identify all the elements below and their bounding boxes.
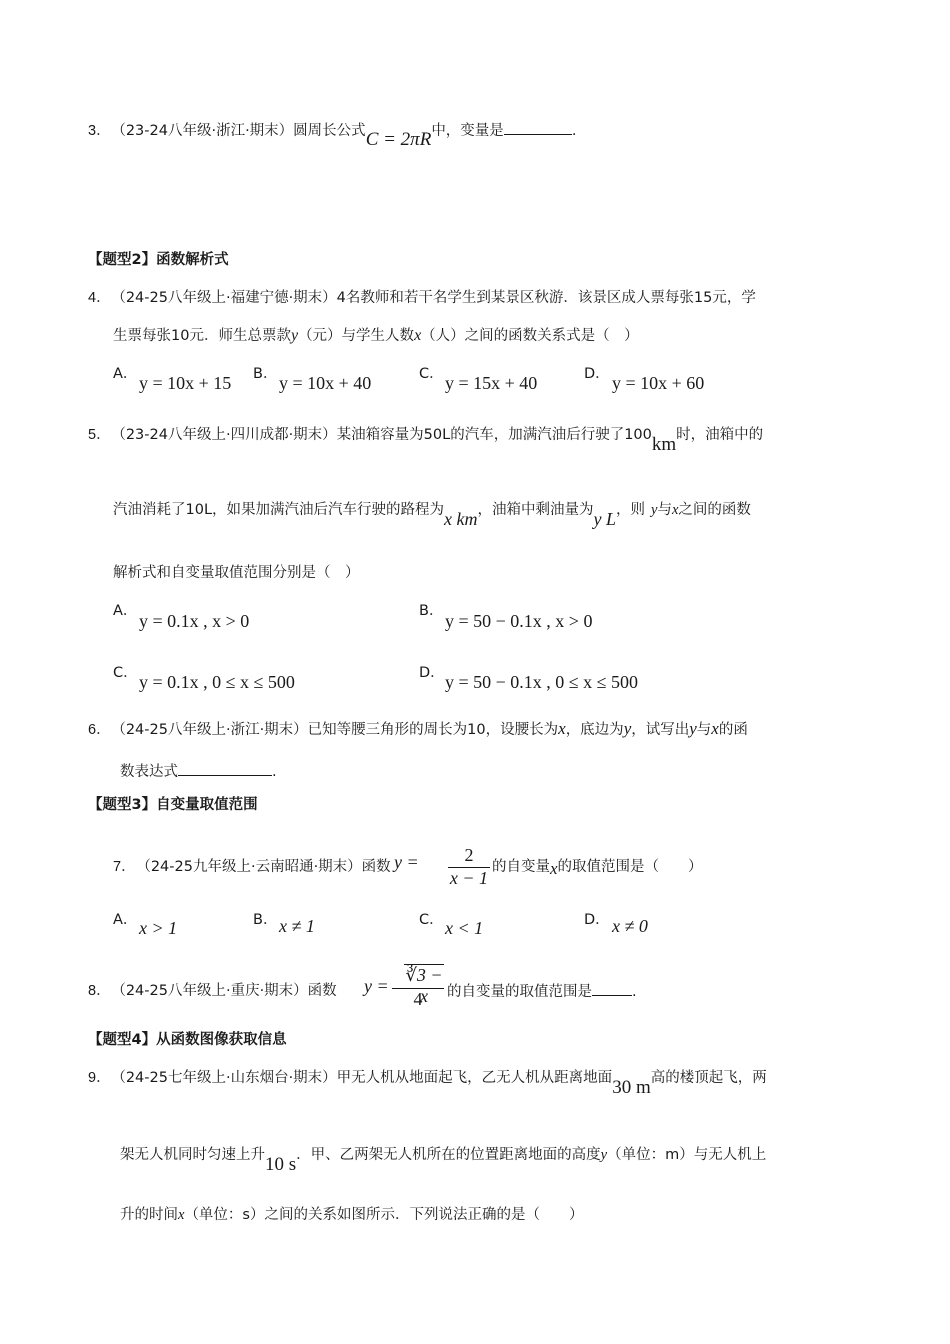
- option-label: B．: [419, 603, 444, 619]
- expression: x km: [444, 509, 478, 529]
- question-6-line-1: [88, 718, 748, 739]
- variable: y: [600, 1147, 608, 1163]
- question-5-line-3: 解析式和自变量取值范围分别是（ ）: [113, 565, 360, 581]
- option-d-expr: y = 10x + 60: [612, 373, 705, 393]
- option-c[interactable]: [113, 661, 138, 682]
- option-label: C．: [419, 912, 444, 928]
- question-number: 4．: [88, 290, 111, 306]
- option-c-expr: y = 15x + 40: [445, 373, 538, 393]
- question-text: 架无人机同时匀速上升: [120, 1147, 265, 1163]
- formula: C = 2πR: [365, 129, 432, 150]
- variable: x: [178, 1207, 185, 1223]
- y-equals: y =: [364, 976, 389, 996]
- option-d[interactable]: [584, 908, 610, 929]
- variable: x: [550, 859, 558, 878]
- variable: x: [414, 327, 422, 344]
- question-number: 6．: [88, 722, 111, 738]
- option-label: A．: [113, 366, 138, 382]
- numerator: ∛3 − x: [405, 965, 443, 1006]
- question-text: （单位：m）与无人机上: [607, 1147, 767, 1163]
- question-text: （24-25七年级上·山东烟台·期末）甲无人机从地面起飞，乙无人机从距离地面: [118, 1070, 613, 1086]
- question-text: 生票每张10元．师生总票款: [113, 328, 291, 344]
- option-label: B．: [253, 912, 278, 928]
- question-3: [88, 118, 577, 150]
- answer-blank: [504, 118, 572, 135]
- option-c-expr: y = 0.1x , 0 ≤ x ≤ 500: [139, 672, 295, 692]
- question-text: （单位：s）之间的关系如图所示．下列说法正确的是（ ）: [184, 1207, 584, 1223]
- question-number: 3．: [88, 123, 111, 139]
- question-4-line-2: [113, 324, 639, 345]
- y-equals: y =: [394, 852, 419, 872]
- section-heading-3: 【题型3】自变量取值范围: [88, 797, 258, 813]
- option-b-expr: x ≠ 1: [279, 916, 315, 936]
- variable: x: [558, 719, 566, 738]
- question-text: 的自变量: [492, 859, 550, 875]
- option-d[interactable]: [419, 661, 445, 682]
- option-label: C．: [113, 665, 138, 681]
- numerator: 2: [464, 845, 474, 865]
- option-b[interactable]: [253, 362, 277, 383]
- option-b[interactable]: [419, 599, 443, 620]
- section-heading-2: 【题型2】函数解析式: [88, 252, 229, 268]
- variable: y: [623, 719, 632, 738]
- variable: y: [689, 719, 697, 738]
- option-b-expr: y = 50 − 0.1x , x > 0: [445, 611, 593, 631]
- variable: x: [711, 719, 719, 738]
- option-label: B．: [253, 366, 278, 382]
- question-number: 9．: [88, 1070, 111, 1086]
- question-text: （元）与学生人数: [298, 328, 415, 344]
- question-9-line-1: [88, 1066, 767, 1098]
- question-text: （24-25八年级上·福建宁德·期末）4名教师和若干名学生到某景区秋游．该景区成人票每张15元，学: [118, 290, 756, 306]
- question-text: 中，变量是: [431, 123, 504, 139]
- question-text: 与: [657, 502, 672, 518]
- question-number: 7．: [113, 859, 136, 875]
- option-c-expr: x < 1: [445, 918, 484, 938]
- option-d[interactable]: [584, 362, 610, 383]
- denominator: 4: [413, 989, 423, 1009]
- question-text: （24-25八年级上·浙江·期末）已知等腰三角形的周长为10，设腰长为: [118, 722, 559, 738]
- question-7-suffix: [492, 855, 703, 876]
- expression: y L: [593, 509, 617, 529]
- quantity: 10 s: [265, 1154, 297, 1175]
- question-9-line-2: [120, 1143, 767, 1175]
- question-5-line-1: [88, 423, 764, 455]
- question-text: 汽油消耗了10L，如果加满汽油后汽车行驶的路程为: [113, 502, 445, 518]
- question-text: ，油箱中剩油量为: [477, 502, 594, 518]
- variable: x: [671, 502, 679, 518]
- question-text: 之间的函数: [678, 502, 751, 518]
- question-text: 升的时间: [120, 1207, 178, 1223]
- answer-blank: [592, 979, 632, 996]
- quantity: 30 m: [612, 1077, 651, 1098]
- question-7-prefix: [113, 855, 391, 876]
- question-text: （23-24八年级上·四川成都·期末）某油箱容量为50L的汽车，加满汽油后行驶了100: [118, 427, 652, 443]
- option-a-expr: y = 0.1x , x > 0: [139, 611, 250, 631]
- question-number: 5．: [88, 427, 111, 443]
- question-text: （人）之间的函数关系式是（ ）: [421, 328, 639, 344]
- question-text: 的取值范围是（ ）: [557, 859, 703, 875]
- question-number: 8．: [88, 983, 111, 999]
- option-d-expr: x ≠ 0: [612, 916, 648, 936]
- fraction: [448, 845, 490, 889]
- question-source: （24-25八年级上·重庆·期末）函数: [118, 983, 337, 999]
- option-a-expr: x > 1: [139, 918, 178, 938]
- option-label: D．: [419, 665, 445, 681]
- option-label: C．: [419, 366, 444, 382]
- option-d-expr: y = 50 − 0.1x , 0 ≤ x ≤ 500: [445, 672, 639, 692]
- question-text: 与: [696, 722, 712, 738]
- fraction: [392, 960, 444, 1012]
- question-source: （24-25九年级上·云南昭通·期末）函数: [143, 859, 391, 875]
- option-c[interactable]: [419, 362, 444, 383]
- denominator: x − 1: [449, 868, 489, 888]
- answer-blank: [178, 759, 272, 776]
- option-a[interactable]: [113, 599, 137, 620]
- question-text: ，底边为: [565, 722, 624, 738]
- question-text: 时，油箱中的: [676, 427, 764, 443]
- option-b-expr: y = 10x + 40: [279, 373, 372, 393]
- question-text: ．甲、乙两架无人机所在的位置距离地面的高度: [296, 1147, 601, 1163]
- question-8-prefix: [88, 979, 337, 1000]
- variable: y: [651, 502, 658, 518]
- section-heading-4: 【题型4】从函数图像获取信息: [88, 1032, 287, 1048]
- question-end: .: [571, 123, 577, 139]
- option-label: A．: [113, 912, 138, 928]
- option-b[interactable]: [253, 908, 277, 929]
- option-label: A．: [113, 603, 138, 619]
- option-a[interactable]: [113, 908, 137, 929]
- question-text: ，则: [616, 502, 646, 518]
- question-text: 数表达式: [120, 764, 178, 780]
- option-label: D．: [584, 912, 610, 928]
- question-end: .: [632, 984, 637, 1000]
- question-text: ，试写出: [631, 722, 690, 738]
- question-5-line-2: [113, 498, 751, 529]
- unit: km: [651, 434, 677, 455]
- option-a-expr: y = 10x + 15: [139, 373, 232, 393]
- question-6-line-2: [120, 759, 277, 781]
- question-text: 的函: [718, 722, 748, 738]
- variable: y: [290, 327, 299, 344]
- option-a[interactable]: [113, 362, 137, 383]
- question-end: .: [272, 764, 277, 780]
- option-c[interactable]: [419, 908, 444, 929]
- question-text: 的自变量的取值范围是: [447, 984, 592, 1000]
- question-9-line-3: [120, 1203, 584, 1224]
- question-4-line-1: [88, 286, 756, 307]
- question-text: 高的楼顶起飞，两: [650, 1070, 767, 1086]
- question-8-suffix: [447, 979, 637, 1001]
- option-label: D．: [584, 366, 610, 382]
- question-source: （23-24八年级·浙江·期末）圆周长公式: [118, 123, 366, 139]
